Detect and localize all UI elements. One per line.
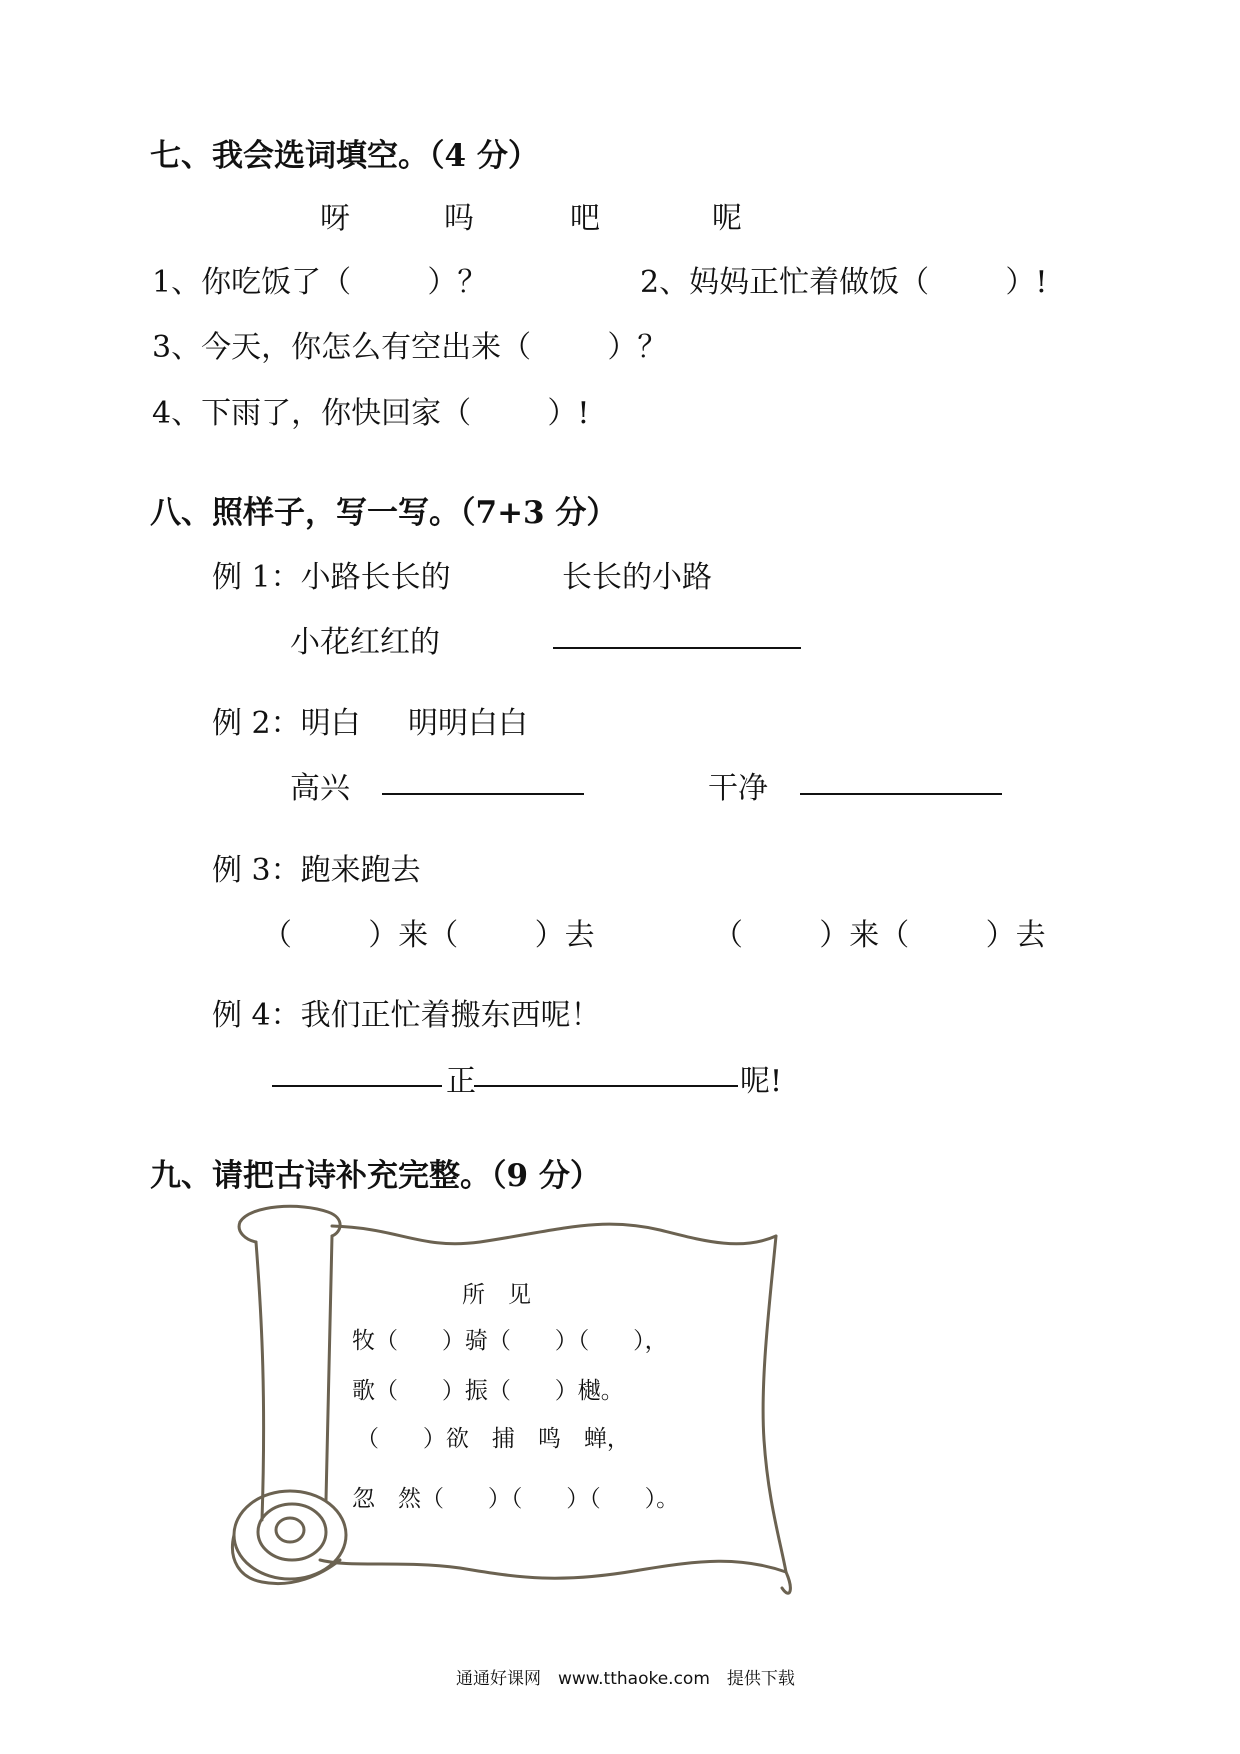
example1-label: 例 1：小路长长的 [212,560,451,595]
fill-item-1: 1、你吃饭了（ ）？ [152,265,488,300]
example3-task2: （ ）来（ ）去 [713,918,1046,953]
poem-line-3: （ ）欲 捕 鸣 蝉， [356,1426,630,1452]
poem-line-2: 歌（ ）振（ ）樾。 [352,1378,624,1404]
example2-answer: 明明白白 [408,706,528,741]
example3-label: 例 3：跑来跑去 [212,853,421,888]
footer-credit: 通通好课网 www.tthaoke.com 提供下载 [456,1669,795,1689]
example4-end: 呢! [740,1064,783,1099]
section7-heading: 七、我会选词填空。（4 分） [150,138,539,174]
example3-task1: （ ）来（ ）去 [262,918,595,953]
example4-mid: 正 [446,1064,476,1099]
word-choice-3: 吧 [570,201,600,236]
example2-label: 例 2：明白 [212,706,361,741]
section8-heading: 八、照样子，写一写。（7+3 分） [150,495,618,531]
word-choice-4: 呢 [712,201,742,236]
fill-item-2: 2、妈妈正忙着做饭（ ）! [640,265,1048,300]
example4-label: 例 4：我们正忙着搬东西呢！ [212,998,601,1033]
example1-answer: 长长的小路 [562,560,712,595]
poem-line-4: 忽 然（ ）（ ）（ ）。 [352,1486,680,1512]
fill-item-3: 3、今天，你怎么有空出来（ ）？ [152,330,668,365]
word-choice-2: 吗 [444,201,474,236]
fill-item-4: 4、下雨了，你快回家（ ）! [152,396,590,431]
poem-title: 所 见 [462,1282,531,1308]
section9-heading: 九、请把古诗补充完整。（9 分） [150,1158,601,1194]
word-choice-1: 呀 [320,201,350,236]
example2-task2: 干净 [708,771,768,806]
poem-line-1: 牧（ ）骑（ ）（ ）， [352,1328,668,1354]
example1-task: 小花红红的 [290,625,440,660]
example2-task1: 高兴 [290,771,350,806]
